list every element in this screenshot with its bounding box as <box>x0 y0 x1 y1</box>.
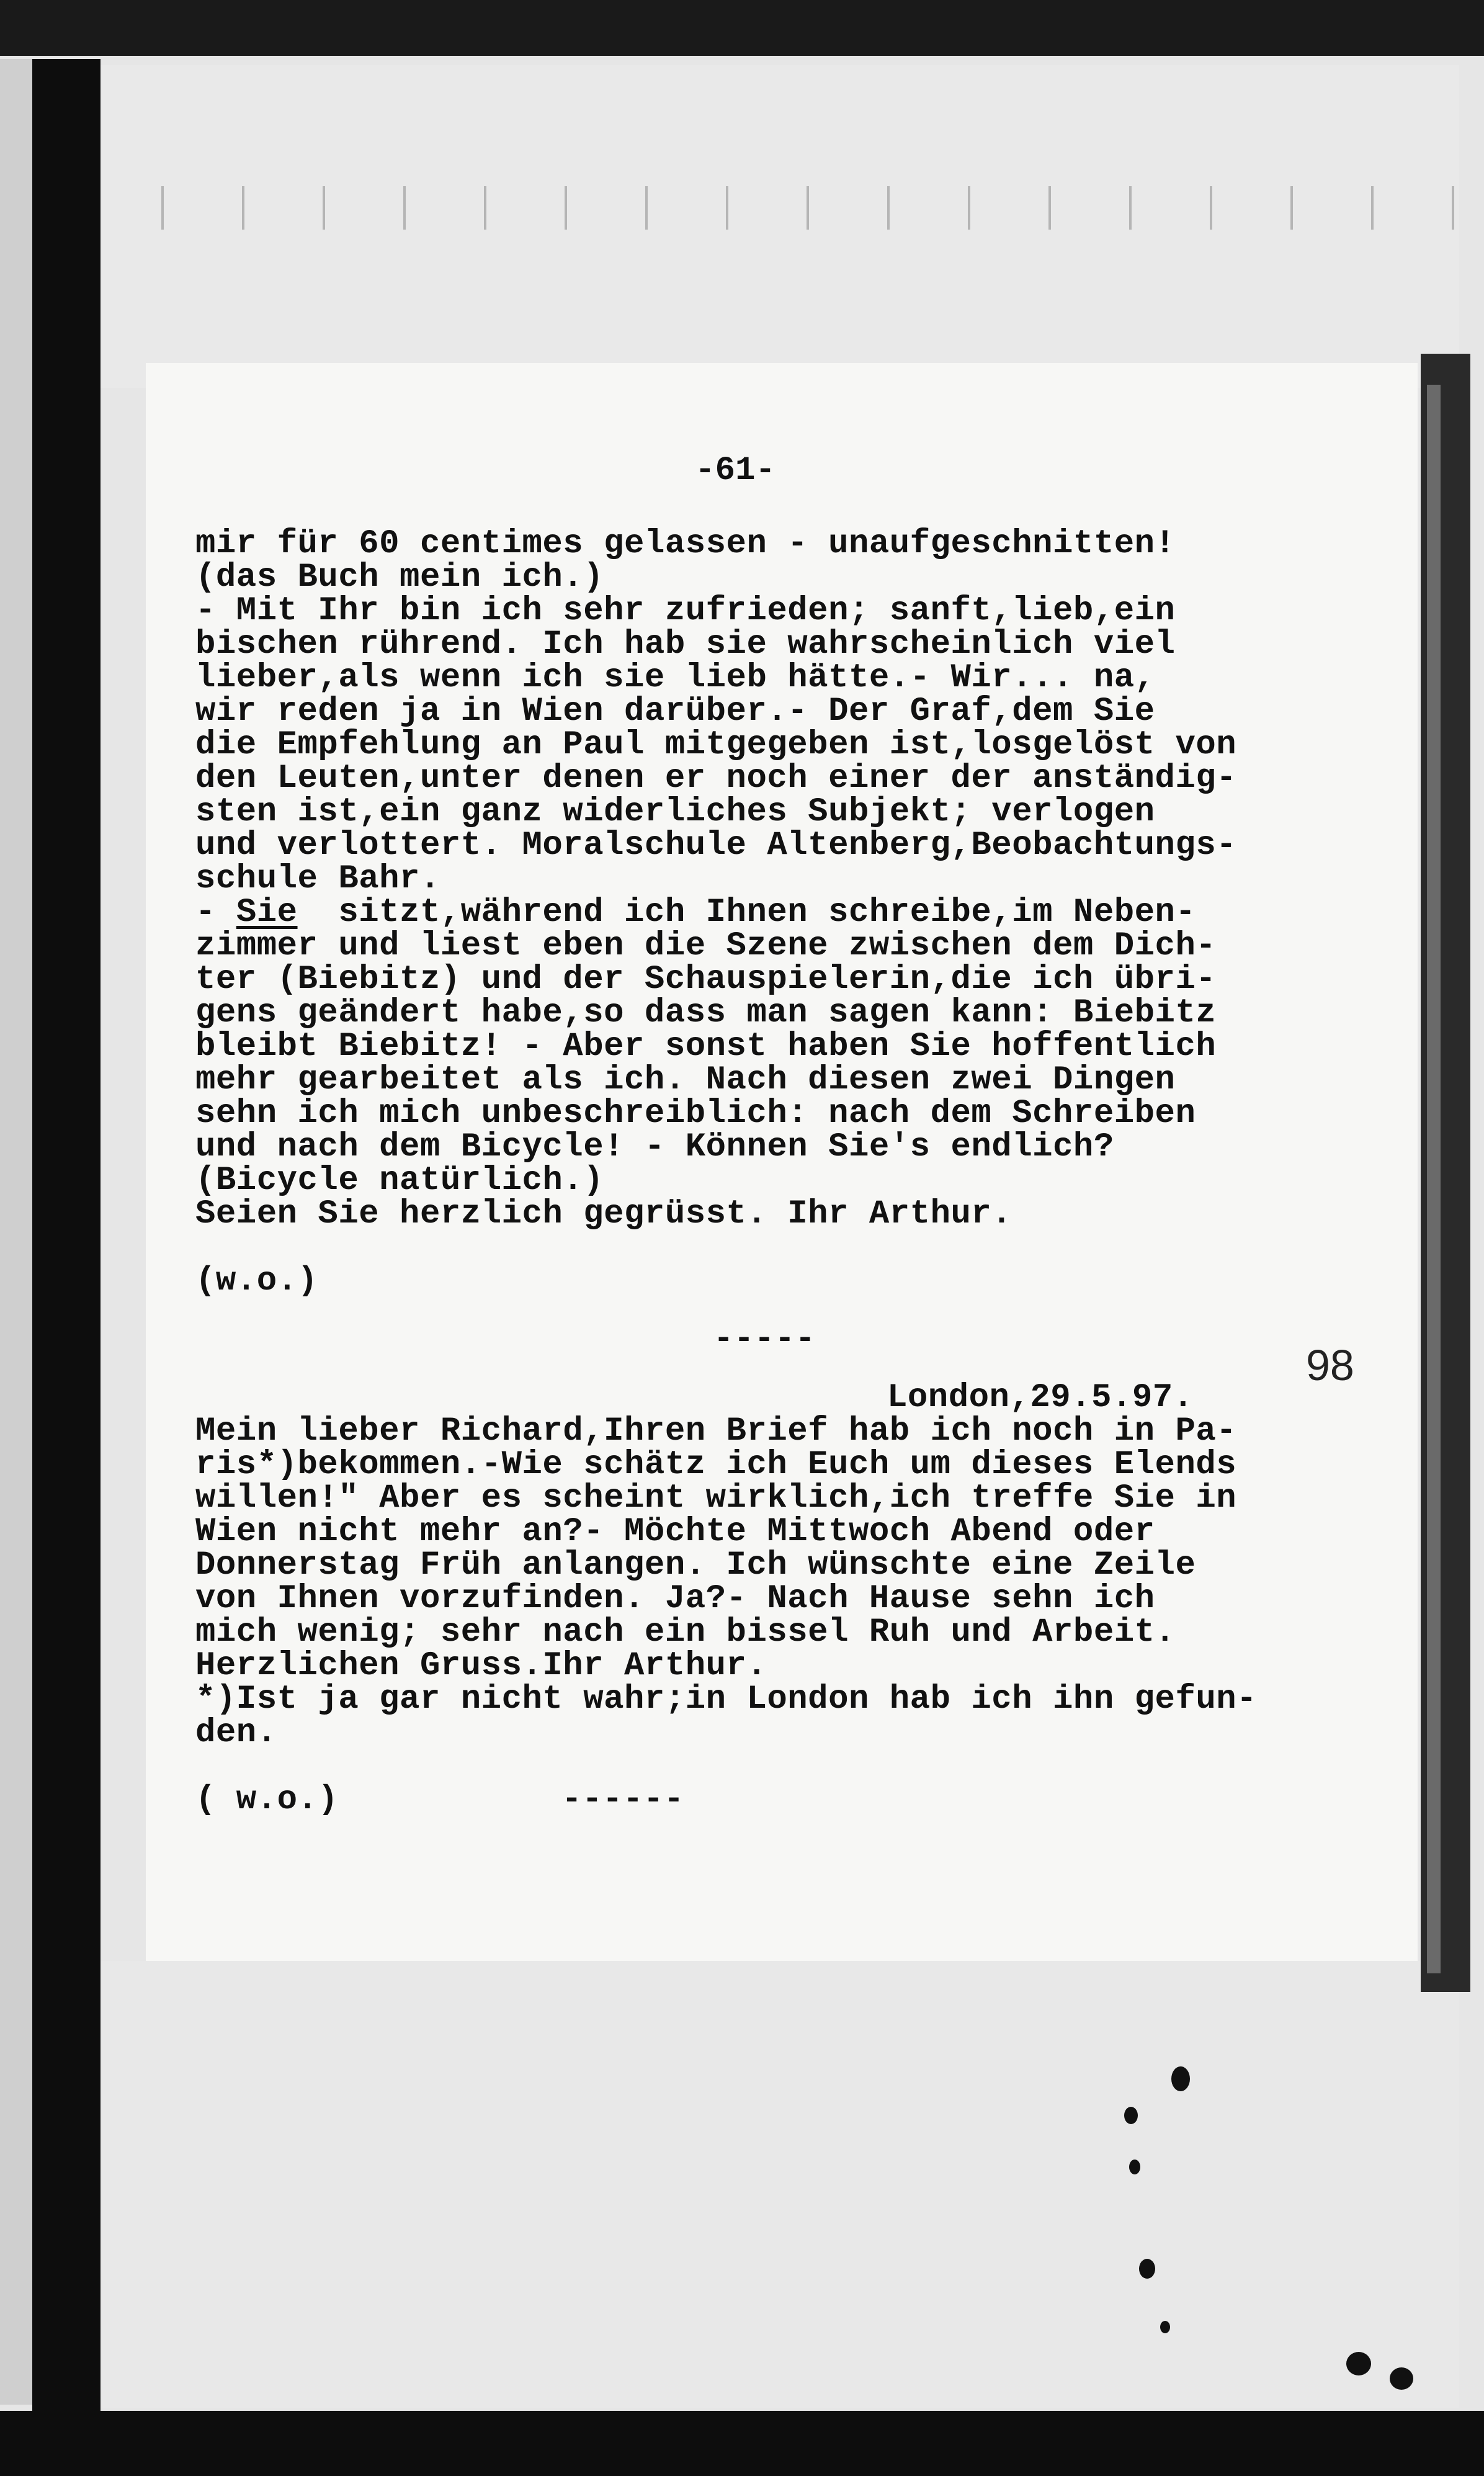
footnote-line: *)Ist ja gar nicht wahr;in London hab ich ihn gefun- <box>195 1680 1258 1718</box>
paragraph-block-3 <box>195 1412 1374 1752</box>
lower-paper-edge <box>101 1961 1459 2408</box>
page-number: -61- <box>695 452 776 490</box>
text-line: ter (Biebitz) und der Schauspielerin,die ich übri- <box>195 961 1217 998</box>
letter-body <box>195 527 1374 1817</box>
text-line: Mein lieber Richard,Ihren Brief hab ich noch in Pa- <box>195 1412 1237 1450</box>
ink-spot <box>1129 2160 1140 2174</box>
separator-2: ------ <box>561 1781 684 1819</box>
text-line: zimmer und liest eben die Szene zwischen dem Dich- <box>195 927 1217 965</box>
footnote-line: den. <box>195 1714 277 1752</box>
ink-spot <box>1346 2352 1371 2375</box>
left-paper-strip <box>0 59 32 2405</box>
text-line: mir für 60 centimes gelassen - unaufgeschnitten! <box>195 525 1176 563</box>
text-line: Donnerstag Früh anlangen. Ich wünschte eine Zeile <box>195 1546 1196 1584</box>
page-stack-edge <box>1427 385 1441 1973</box>
dash-prefix: - <box>195 894 236 931</box>
ink-spot <box>1171 2066 1190 2091</box>
paragraph-block-1 <box>195 527 1374 896</box>
text-line: schule Bahr. <box>195 860 440 898</box>
bottom-border <box>0 2411 1484 2476</box>
text-line: willen!" Aber es scheint wirklich,ich treffe Sie in <box>195 1479 1237 1517</box>
signature-note-1: (w.o.) <box>195 1262 318 1300</box>
signature-note-2 <box>195 1783 1374 1817</box>
paragraph-block-2 <box>195 927 1374 1233</box>
spacer <box>195 1750 1374 1783</box>
text-line: gens geändert habe,so dass man sagen kann: Biebitz <box>195 994 1217 1032</box>
spacer <box>195 1357 1374 1381</box>
text-line: bischen rührend. Ich hab sie wahrscheinlich viel <box>195 626 1176 663</box>
bleed-through-marks <box>124 186 1458 230</box>
text-line: sehn ich mich unbeschreiblich: nach dem Schreiben <box>195 1095 1196 1133</box>
text-line: Seien Sie herzlich gegrüsst. Ihr Arthur. <box>195 1195 1012 1233</box>
text-line: ris*)bekommen.-Wie schätz ich Euch um dieses Elends <box>195 1446 1237 1484</box>
text-line: lieber,als wenn ich sie lieb hätte.- Wir... na, <box>195 659 1155 697</box>
archive-number: 98 <box>1306 1341 1354 1389</box>
text-line: - Mit Ihr bin ich sehr zufrieden; sanft,lieb,ein <box>195 592 1176 630</box>
text-line: und nach dem Bicycle! - Können Sie's endlich? <box>195 1128 1114 1166</box>
spacer <box>195 1298 1374 1323</box>
text-line: (Bicycle natürlich.) <box>195 1162 604 1200</box>
underlined-word: Sie <box>236 894 298 931</box>
line-remainder: sitzt,während ich Ihnen schreibe,im Neben- <box>297 894 1196 931</box>
signature-text: ( w.o.) <box>195 1781 339 1819</box>
text-line: die Empfehlung an Paul mitgegeben ist,losgelöst von <box>195 726 1237 764</box>
ink-spot <box>1139 2259 1155 2279</box>
text-line: und verlottert. Moralschule Altenberg,Beobachtungs- <box>195 827 1237 864</box>
text-line: (das Buch mein ich.) <box>195 558 604 596</box>
separator-1: ----- <box>713 1321 816 1358</box>
left-binding-shadow <box>32 59 101 2417</box>
ink-spot <box>1390 2367 1413 2390</box>
ink-spot <box>1124 2107 1138 2124</box>
date-line: London,29.5.97. <box>887 1379 1194 1417</box>
text-line: bleibt Biebitz! - Aber sonst haben Sie hoffentlich <box>195 1028 1217 1065</box>
spacer <box>195 1231 1374 1265</box>
ink-spot <box>1160 2321 1170 2333</box>
text-line: Wien nicht mehr an?- Möchte Mittwoch Abend oder <box>195 1513 1155 1551</box>
text-line-sie <box>195 896 1374 930</box>
text-line: mich wenig; sehr nach ein bissel Ruh und Arbeit. <box>195 1613 1176 1651</box>
text-line: den Leuten,unter denen er noch einer der anständig- <box>195 760 1237 797</box>
text-line: sten ist,ein ganz widerliches Subjekt; verlogen <box>195 793 1155 831</box>
text-line: mehr gearbeitet als ich. Nach diesen zwei Dingen <box>195 1061 1176 1099</box>
text-line: wir reden ja in Wien darüber.- Der Graf,dem Sie <box>195 693 1155 730</box>
text-line: Herzlichen Gruss.Ihr Arthur. <box>195 1647 767 1685</box>
text-line: von Ihnen vorzufinden. Ja?- Nach Hause sehn ich <box>195 1580 1155 1618</box>
